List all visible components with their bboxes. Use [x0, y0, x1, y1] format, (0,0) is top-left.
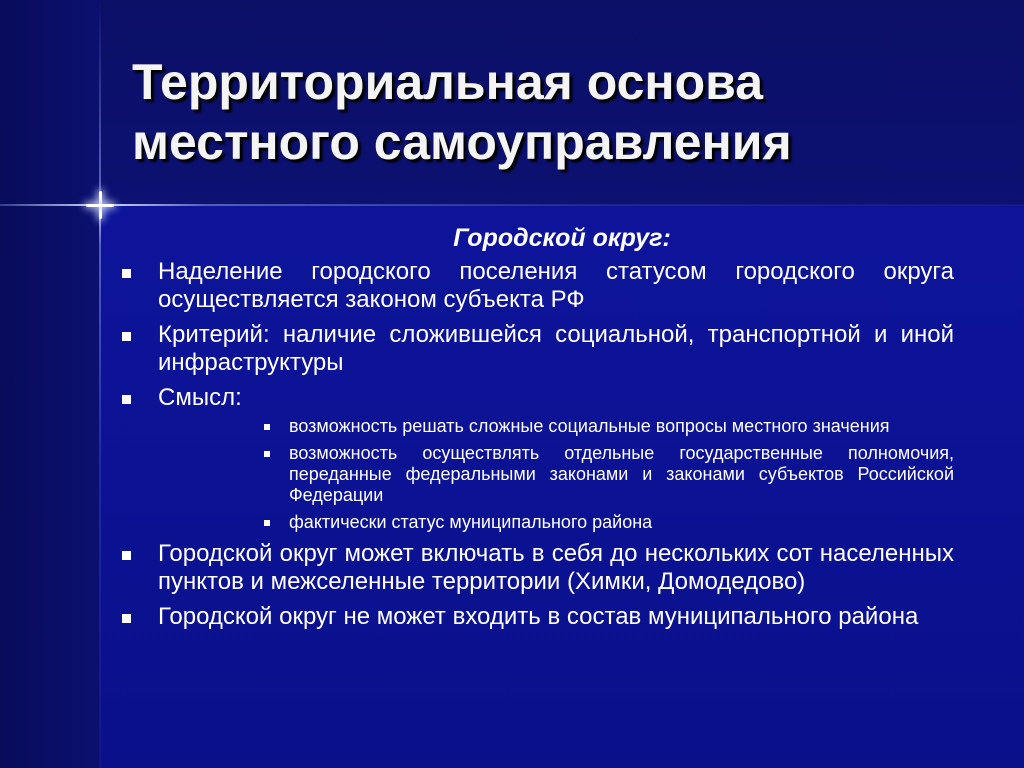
small-square-bullet-icon: [264, 424, 270, 430]
bullet-text: Критерий: наличие сложившейся социальной, транспортной и иной инфраструктуры: [158, 321, 954, 376]
bullet-text: Городской округ не может входить в состав муниципального района: [158, 603, 919, 630]
square-bullet-icon: [122, 395, 131, 404]
bullet-text: Городской округ может включать в себя до нескольких сот населенных пунктов и межселенные территории (Химки, Домодедово): [158, 540, 954, 595]
bullet-item: [118, 540, 954, 596]
vertical-glow-line: [99, 0, 101, 768]
square-bullet-icon: [122, 614, 131, 623]
sub-bullet-text: возможность решать сложные социальные вопросы местного значения: [289, 416, 890, 436]
bullet-item: [118, 321, 954, 377]
sub-bullet-text: возможность осуществлять отдельные государственные полномочия, переданные федеральными законами и законами субъектов Российской Федерации: [289, 443, 954, 505]
sub-bullet-item: [158, 512, 954, 533]
bullet-content: [118, 258, 954, 638]
bullet-item: [118, 258, 954, 314]
horizontal-glow-line: [0, 204, 1024, 206]
sub-bullet-item: [158, 443, 954, 506]
square-bullet-icon: [122, 332, 131, 341]
bullet-text: Наделение городского поселения статусом городского округа осуществляется законом субъекта РФ: [158, 258, 954, 313]
sub-bullet-list: [158, 416, 954, 533]
sub-bullet-text: фактически статус муниципального района: [289, 512, 653, 532]
bullet-item: [118, 384, 954, 533]
bullet-text: Смысл:: [158, 384, 242, 411]
bullet-item: [118, 603, 954, 631]
square-bullet-icon: [122, 551, 131, 560]
slide-subtitle: Городской округ:: [453, 224, 671, 252]
background-left-panel: [0, 0, 100, 768]
small-square-bullet-icon: [264, 520, 270, 526]
slide-title: [132, 52, 992, 172]
bullet-list: [118, 258, 954, 631]
sub-bullet-item: [158, 416, 954, 437]
square-bullet-icon: [122, 269, 131, 278]
title-line-2: местного самоуправления: [132, 114, 792, 170]
small-square-bullet-icon: [264, 451, 270, 457]
title-line-1: Территориальная основа: [132, 54, 764, 110]
